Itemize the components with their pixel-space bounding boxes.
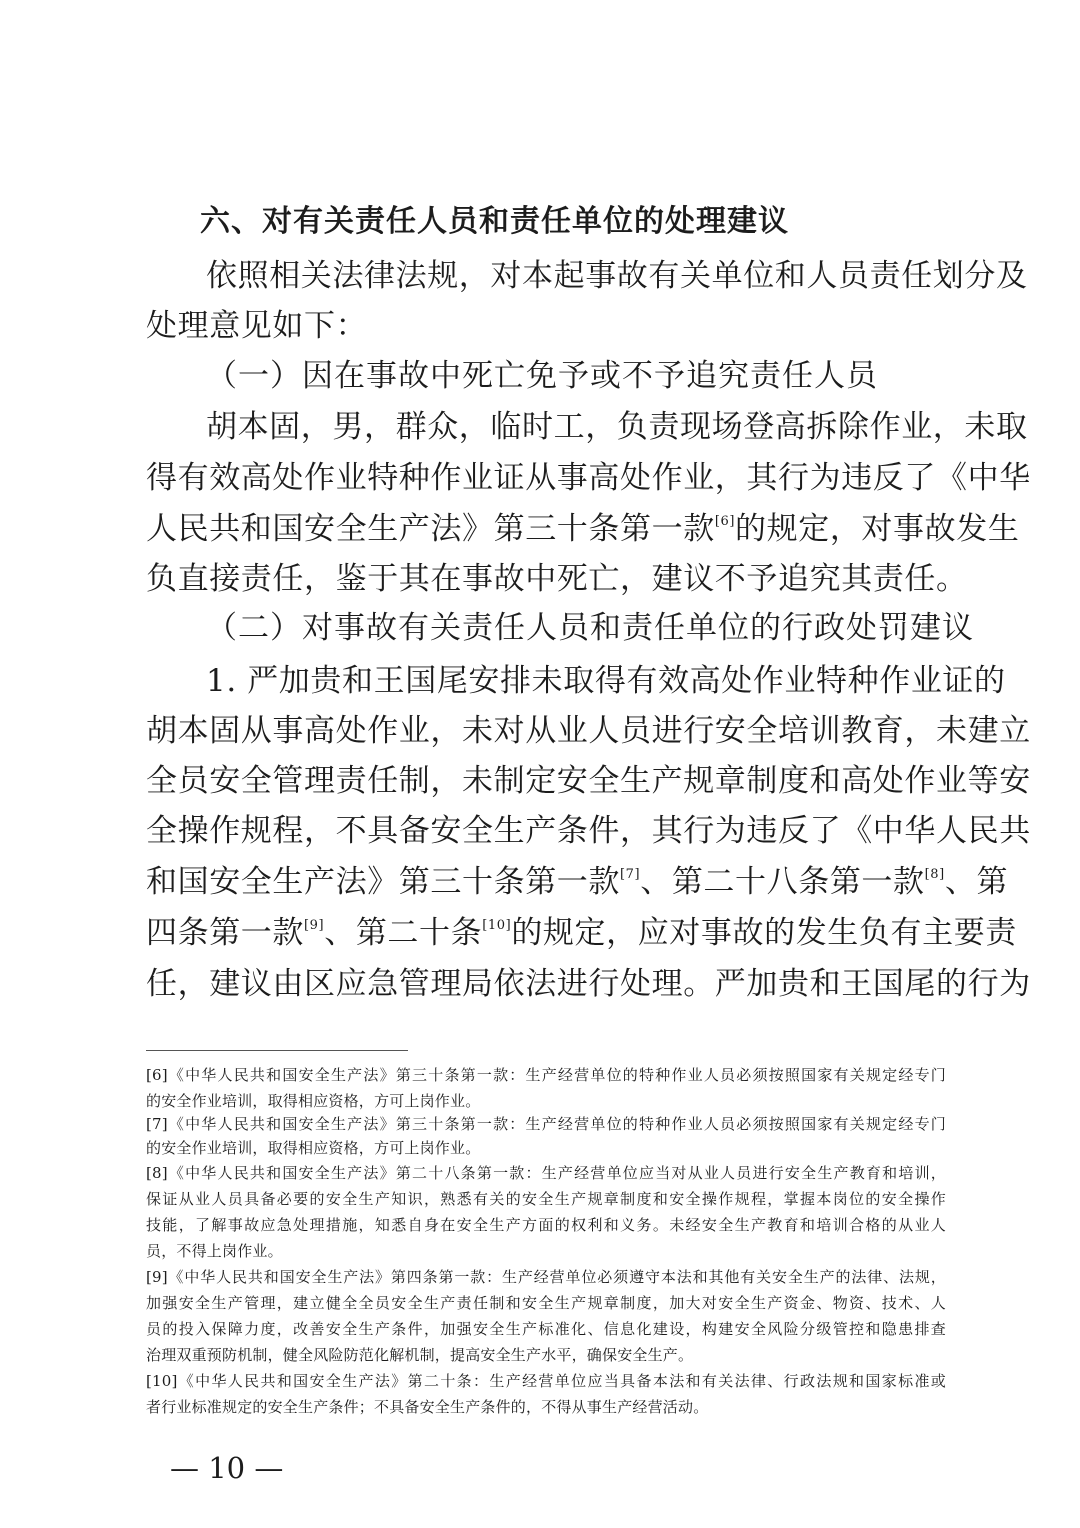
text-run: 、第二十八条第一款 xyxy=(640,864,925,900)
footnote-ref-8: [8] xyxy=(924,867,945,882)
footnote-9-line: 员的投入保障力度，改善安全生产条件，加强安全生产标准化、信息化建设，构建安全风险分级管控和隐患排查 xyxy=(146,1320,946,1338)
footnote-10-line: 者行业标准规定的安全生产条件；不具备安全生产条件的，不得从事生产经营活动。 xyxy=(146,1398,709,1416)
footnote-9-line: [9]《中华人民共和国安全生产法》第四条第一款：生产经营单位必须遵守本法和其他有关安全生产的法律、法规， xyxy=(146,1268,946,1286)
text-run: 的规定，对事故发生 xyxy=(735,511,1020,547)
text-run: 人民共和国安全生产法》第三十条第一款 xyxy=(146,511,715,547)
body-line: 胡本固从事高处作业，未对从业人员进行安全培训教育，未建立 xyxy=(146,713,1031,749)
text-run: 、第 xyxy=(944,864,1009,900)
body-line-with-ref xyxy=(146,509,1020,549)
body-line: 1. 严加贵和王国尾安排未取得有效高处作业特种作业证的 xyxy=(206,663,1006,699)
body-line: 全员安全管理责任制，未制定安全生产规章制度和高处作业等安 xyxy=(146,763,1031,799)
body-line: 任，建议由区应急管理局依法进行处理。严加贵和王国尾的行为 xyxy=(146,966,1031,1002)
text-run: 四条第一款 xyxy=(146,915,304,951)
footnote-9-line: 加强安全生产管理，建立健全全员安全生产责任制和安全生产规章制度，加大对安全生产资金、物资、技术、人 xyxy=(146,1294,946,1312)
footnote-8-line: 保证从业人员具备必要的安全生产知识，熟悉有关的安全生产规章制度和安全操作规程，掌握本岗位的安全操作 xyxy=(146,1190,946,1208)
body-line: 负直接责任，鉴于其在事故中死亡，建议不予追究其责任。 xyxy=(146,561,968,597)
section-heading: 六、对有关责任人员和责任单位的处理建议 xyxy=(200,204,789,239)
footnote-9-line: 治理双重预防机制，健全风险防范化解机制，提高安全生产水平，确保安全生产。 xyxy=(146,1346,694,1364)
footnote-7-line: 的安全作业培训，取得相应资格，方可上岗作业。 xyxy=(146,1139,481,1157)
footnote-ref-6: [6] xyxy=(714,514,736,529)
footnote-separator xyxy=(146,1050,408,1051)
footnote-ref-9: [9] xyxy=(304,918,325,933)
text-run: 、第二十条 xyxy=(324,915,483,951)
subheading-1: （一）因在事故中死亡免予或不予追究责任人员 xyxy=(206,358,878,394)
body-line-with-ref xyxy=(146,913,1017,953)
footnote-10-line: [10]《中华人民共和国安全生产法》第二十条：生产经营单位应当具备本法和有关法律、行政法规和国家标准或 xyxy=(146,1372,946,1390)
body-line: 处理意见如下： xyxy=(146,308,368,344)
body-line: 胡本固，男，群众，临时工，负责现场登高拆除作业，未取 xyxy=(206,409,1028,445)
footnote-8-line: 员，不得上岗作业。 xyxy=(146,1242,283,1260)
footnote-6-line: [6]《中华人民共和国安全生产法》第三十条第一款：生产经营单位的特种作业人员必须按照国家有关规定经专门 xyxy=(146,1066,946,1084)
footnote-6-line: 的安全作业培训，取得相应资格，方可上岗作业。 xyxy=(146,1092,481,1110)
body-line: 依照相关法律法规，对本起事故有关单位和人员责任划分及 xyxy=(206,258,1028,294)
footnote-8-line: 技能，了解事故应急处理措施，知悉自身在安全生产方面的权利和义务。未经安全生产教育和培训合格的从业人 xyxy=(146,1216,946,1234)
footnote-ref-7: [7] xyxy=(620,867,641,882)
footnote-ref-10: [10] xyxy=(482,918,512,933)
page-number: — 10 — xyxy=(170,1451,284,1485)
subheading-2: （二）对事故有关责任人员和责任单位的行政处罚建议 xyxy=(206,610,974,646)
footnote-7-line: [7]《中华人民共和国安全生产法》第三十条第一款：生产经营单位的特种作业人员必须按照国家有关规定经专门 xyxy=(146,1115,946,1133)
body-line-with-ref xyxy=(146,862,1009,902)
body-line: 全操作规程，不具备安全生产条件，其行为违反了《中华人民共 xyxy=(146,813,1031,849)
text-run: 的规定，应对事故的发生负有主要责 xyxy=(511,915,1017,951)
text-run: 和国安全生产法》第三十条第一款 xyxy=(146,864,620,900)
footnote-8-line: [8]《中华人民共和国安全生产法》第二十八条第一款：生产经营单位应当对从业人员进行安全生产教育和培训， xyxy=(146,1164,946,1182)
body-line: 得有效高处作业特种作业证从事高处作业，其行为违反了《中华 xyxy=(146,460,1031,496)
